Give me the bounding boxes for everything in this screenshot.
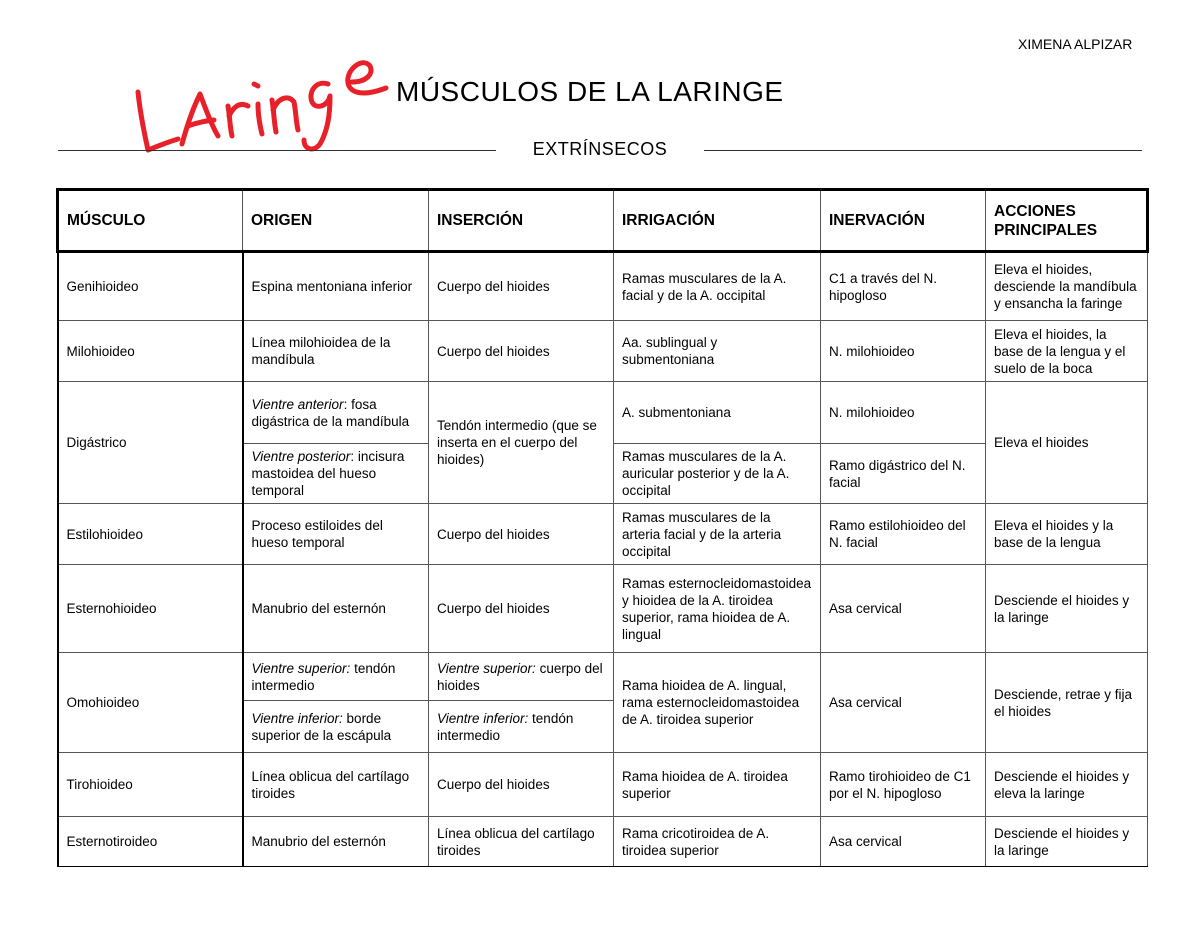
text-origin-anterior: : fosa digástrica de la mandíbula (251, 396, 410, 429)
cell-origin-posterior (243, 444, 429, 504)
table-row-digastrico (58, 382, 1148, 444)
cell-muscle: Digástrico (58, 382, 243, 504)
cell-irrigation: Ramas esternocleidomastoidea y hioidea de la A. tiroidea superior, rama hioidea de A. lingual (614, 565, 821, 653)
cell-insertion-superior (429, 653, 614, 701)
handwritten-laringe-icon (124, 22, 414, 162)
column-header-irrigation: IRRIGACIÓN (614, 190, 821, 252)
cell-insertion-inferior (429, 701, 614, 753)
cell-innervation: C1 a través del N. hipogloso (821, 252, 986, 321)
table-row-esternohioideo (58, 565, 1148, 653)
table-row-tirohioideo (58, 753, 1148, 817)
cell-irrigation: Rama cricotiroidea de A. tiroidea superior (614, 817, 821, 867)
label-vientre-superior: Vientre superior: (437, 660, 536, 676)
cell-insertion: Cuerpo del hioides (429, 321, 614, 382)
cell-muscle: Esternotiroideo (58, 817, 243, 867)
cell-origin: Línea milohioidea de la mandíbula (243, 321, 429, 382)
cell-muscle: Tirohioideo (58, 753, 243, 817)
divider-right (704, 150, 1142, 151)
cell-actions: Desciende, retrae y fija el hioides (986, 653, 1148, 753)
cell-origin: Manubrio del esternón (243, 817, 429, 867)
label-vientre-posterior: Vientre posterior (251, 449, 351, 464)
page-title: MÚSCULOS DE LA LARINGE (396, 76, 784, 107)
cell-irrigation: Ramas musculares de la arteria facial y de la arteria occipital (614, 504, 821, 565)
cell-actions: Desciende el hioides y eleva la laringe (986, 753, 1148, 817)
text-insertion-superior: cuerpo del hioides (437, 660, 603, 693)
section-subtitle: EXTRÍNSECOS (532, 139, 668, 159)
cell-origin: Proceso estiloides del hueso temporal (243, 504, 429, 565)
cell-muscle: Omohioideo (58, 653, 243, 753)
label-vientre-inferior: Vientre inferior: (437, 710, 529, 726)
cell-actions: Eleva el hioides, la base de la lengua y el suelo de la boca (986, 321, 1148, 382)
cell-actions: Eleva el hioides (986, 382, 1148, 504)
table-header-row (58, 190, 1148, 252)
cell-innervation: Asa cervical (821, 565, 986, 653)
table-row-esternotiroideo (58, 817, 1148, 867)
cell-insertion: Cuerpo del hioides (429, 504, 614, 565)
cell-irrigation: Rama hioidea de A. tiroidea superior (614, 753, 821, 817)
column-header-insertion: INSERCIÓN (429, 190, 614, 252)
cell-muscle: Genihioideo (58, 252, 243, 321)
cell-innervation-posterior: Ramo digástrico del N. facial (821, 444, 986, 504)
cell-innervation-anterior: N. milohioideo (821, 382, 986, 444)
label-vientre-anterior: Vientre anterior (251, 396, 344, 412)
cell-insertion: Cuerpo del hioides (429, 753, 614, 817)
cell-innervation: Asa cervical (821, 653, 986, 753)
cell-irrigation: Aa. sublingual y submentoniana (614, 321, 821, 382)
cell-origin-anterior (243, 382, 429, 444)
handwritten-logo (124, 22, 414, 162)
cell-muscle: Milohioideo (58, 321, 243, 382)
table-row-omohioideo (58, 653, 1148, 701)
cell-actions: Desciende el hioides y la laringe (986, 565, 1148, 653)
text-origin-superior: tendón intermedio (251, 660, 396, 693)
cell-irrigation-posterior: Ramas musculares de la A. auricular posterior y de la A. occipital (614, 444, 821, 504)
text-insertion-inferior: tendón intermedio (437, 710, 574, 743)
cell-actions: Eleva el hioides, desciende la mandíbula y ensancha la faringe (986, 252, 1148, 321)
label-vientre-inferior: Vientre inferior: (251, 710, 343, 726)
table-row-genihioideo (58, 252, 1148, 321)
column-header-muscle: MÚSCULO (58, 190, 243, 252)
cell-innervation: N. milohioideo (821, 321, 986, 382)
cell-origin: Línea oblicua del cartílago tiroides (243, 753, 429, 817)
cell-irrigation-anterior: A. submentoniana (614, 382, 821, 444)
cell-innervation: Asa cervical (821, 817, 986, 867)
label-vientre-superior: Vientre superior: (251, 660, 351, 676)
cell-insertion: Cuerpo del hioides (429, 252, 614, 321)
column-header-innervation: INERVACIÓN (821, 190, 986, 252)
cell-origin-superior (243, 653, 429, 701)
cell-innervation: Ramo estilohioideo del N. facial (821, 504, 986, 565)
cell-origin: Espina mentoniana inferior (243, 252, 429, 321)
cell-insertion: Línea oblicua del cartílago tiroides (429, 817, 614, 867)
author-name: XIMENA ALPIZAR (1018, 36, 1133, 52)
cell-muscle: Estilohioideo (58, 504, 243, 565)
cell-actions: Desciende el hioides y la laringe (986, 817, 1148, 867)
cell-insertion: Cuerpo del hioides (429, 565, 614, 653)
divider-left (58, 150, 496, 151)
cell-innervation: Ramo tirohioideo de C1 por el N. hipogloso (821, 753, 986, 817)
muscles-table (56, 188, 1149, 867)
table-row-milohioideo (58, 321, 1148, 382)
cell-origin: Manubrio del esternón (243, 565, 429, 653)
table-row-estilohioideo (58, 504, 1148, 565)
cell-muscle: Esternohioideo (58, 565, 243, 653)
cell-origin-inferior (243, 701, 429, 753)
cell-insertion: Tendón intermedio (que se inserta en el cuerpo del hioides) (429, 382, 614, 504)
text-origin-posterior: : incisura mastoidea del hueso temporal (251, 449, 405, 498)
cell-irrigation: Rama hioidea de A. lingual, rama esternocleidomastoidea de A. tiroidea superior (614, 653, 821, 753)
cell-irrigation: Ramas musculares de la A. facial y de la A. occipital (614, 252, 821, 321)
cell-actions: Eleva el hioides y la base de la lengua (986, 504, 1148, 565)
text-origin-inferior: borde superior de la escápula (251, 710, 392, 743)
column-header-actions: ACCIONES PRINCIPALES (986, 190, 1148, 252)
column-header-origin: ORIGEN (243, 190, 429, 252)
